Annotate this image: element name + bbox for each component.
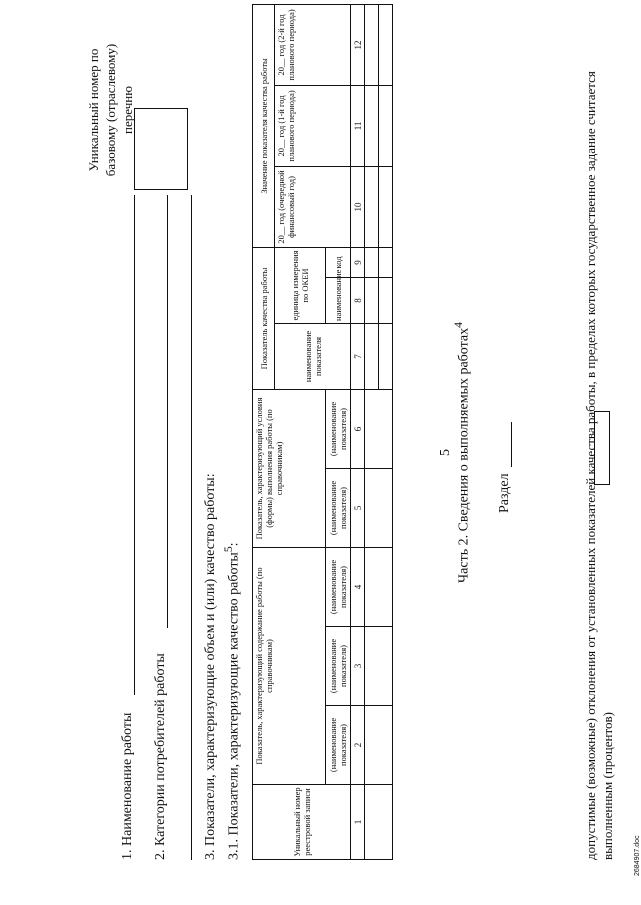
header-year-current: 20__ год (очередной финансовый год) (275, 166, 351, 247)
header-content-name-2: (наименование показателя) (326, 627, 351, 706)
header-quality-unit: единица измерения по ОКЕИ (275, 247, 326, 323)
quality-table (252, 4, 393, 860)
column-numbers-row (351, 4, 365, 859)
unique-number-label: Уникальный номер по базовому (отраслевому) перечню (86, 43, 135, 177)
cell-content-2 (365, 627, 393, 706)
indicators-footnote: 5 (222, 546, 235, 553)
part-title (452, 0, 473, 905)
cell-year-current (365, 166, 379, 247)
col-num-6: 6 (351, 389, 365, 468)
page-number: 5 (438, 449, 453, 456)
cell-year-plan-1 (365, 85, 379, 166)
col-num-5: 5 (351, 468, 365, 547)
section-number-line (511, 422, 512, 467)
cell-year-plan-1 (379, 85, 393, 166)
header-content-name-3: (наименование показателя) (326, 547, 351, 626)
header-registry-number: Уникальный номер реестровой записи (253, 785, 351, 860)
cell-content-3 (365, 547, 393, 626)
col-num-12: 12 (351, 4, 365, 85)
cell-conditions-1 (365, 468, 393, 547)
indicators-heading: 3. Показатели, характеризующие объем и (или) качество работы: (203, 473, 218, 860)
header-unit-name: наименование (326, 277, 351, 323)
cell-unit-name (365, 277, 379, 323)
header-quality-indicator: Показатель качества работы (253, 247, 275, 389)
cell-year-plan-2 (365, 4, 379, 85)
col-num-11: 11 (351, 85, 365, 166)
col-num-4: 4 (351, 547, 365, 626)
header-content-indicator: Показатель, характеризующий содержание работы (по справочникам) (253, 547, 326, 784)
col-num-9: 9 (351, 247, 365, 277)
header-conditions-indicator: Показатель, характеризующий условия (формы) выполнения работы (по справочникам) (253, 389, 326, 547)
cell-year-current (379, 166, 393, 247)
section-label: Раздел (497, 473, 512, 513)
col-num-2: 2 (351, 706, 365, 785)
cell-unit-name (379, 277, 393, 323)
deviation-text: допустимые (возможные) отклонения от установленных показателей качества работы, в пределах которых государственное задание считается выполненным (процентов) (583, 71, 615, 860)
cell-unit-code (379, 247, 393, 277)
col-num-3: 3 (351, 627, 365, 706)
unique-number-box (134, 108, 188, 190)
col-num-8: 8 (351, 277, 365, 323)
consumer-categories-line (167, 195, 168, 628)
col-num-1: 1 (351, 785, 365, 860)
cell-registry (365, 785, 393, 860)
header-quality-name: наименование показателя (275, 323, 351, 389)
part-title-text: Часть 2. Сведения о выполняемых работах (456, 327, 472, 583)
cell-conditions-2 (365, 389, 393, 468)
indicators-subheading-text: 3.1. Показатели, характеризующие качество работы (226, 552, 242, 860)
header-conditions-name-1: (наименование показателя) (326, 468, 351, 547)
cell-content-1 (365, 706, 393, 785)
table-row (365, 4, 379, 859)
consumer-categories-line-2 (191, 195, 192, 860)
doc-reference: 2684907.doc (634, 835, 641, 876)
deviation-percent-box (594, 411, 610, 485)
header-year-plan-2: 20__ год (2-й год планового периода) (275, 4, 351, 85)
indicators-subheading-colon: : (226, 542, 242, 547)
col-num-10: 10 (351, 166, 365, 247)
cell-year-plan-2 (379, 4, 393, 85)
cell-quality-name (365, 323, 379, 389)
header-year-plan-1: 20__ год (1-й год планового периода) (275, 85, 351, 166)
col-num-7: 7 (351, 323, 365, 389)
work-name-label: 1. Наименование работы (120, 712, 135, 860)
header-unit-code: код (326, 247, 351, 277)
indicators-subheading (222, 542, 243, 860)
cell-unit-code (365, 247, 379, 277)
header-conditions-name-2: (наименование показателя) (326, 389, 351, 468)
part-footnote: 4 (452, 322, 465, 328)
cell-quality-name (379, 323, 393, 389)
work-name-line (134, 195, 135, 695)
header-quality-value: Значение показателя качества работы (253, 4, 275, 247)
consumer-categories-label: 2. Категории потребителей работы (153, 653, 168, 860)
header-content-name-1: (наименование показателя) (326, 706, 351, 785)
